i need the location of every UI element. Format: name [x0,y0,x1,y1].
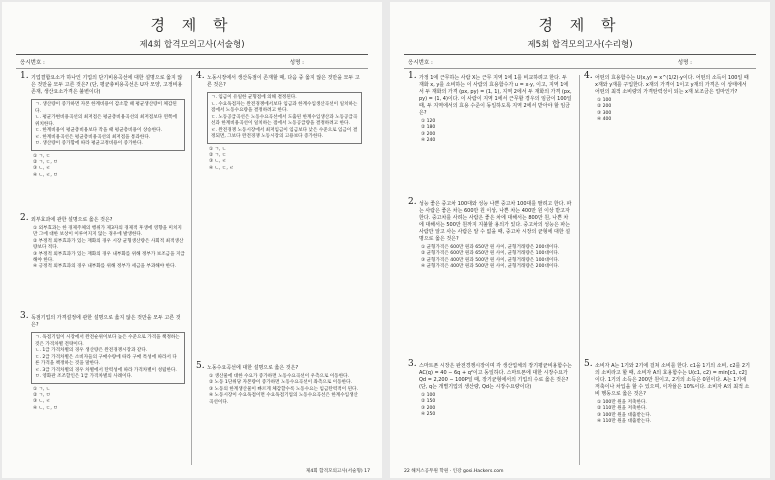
exam-meta-row [16,55,368,69]
option: ③ 노동의 한계생산물이 빠르게 체감할수록 노동수요는 임금탄력적이 된다. [209,386,358,392]
question-1 [20,71,185,179]
statement: ㄴ. 수요독점자는 완전경쟁에서보다 임금과 한계수입생산곡선이 일치하는 점에서 노동수요량을 결정하려고 한다. [211,101,358,113]
option: ③ ㄴ, ㄹ [33,166,51,172]
option: ④ 긍정적 외부효과의 경우 내부화를 위해 정부가 세금을 부과해야 한다. [33,264,176,270]
question-text: 소비자 A는 1기와 2기에 걸쳐 소비를 한다. c1을 1기의 소비, c2를 2기의 소비라고 할 때, 소비자 A의 효용함수는 U(c1, c2) = min[c1, c2]이다. 1기의 소득은 200만 원이고, 2기의 소득은 0원이다. A는 1기에 저축이나 차입을 할 수 있으며, 이자율은 10%이다. 소비자 A의 최적 소비 행동으로 옳은 것은? [595,363,750,397]
question-number: 4. [584,71,593,81]
answer-options [410,393,573,419]
statement-box [207,92,362,144]
question-text: 노동수요곡선에 대한 설명으로 옳은 것은? [207,365,299,371]
question-columns [404,71,756,465]
option: ④ 240 [421,138,436,144]
question-2 [20,213,185,271]
answer-options [198,147,362,173]
left-column [16,71,192,465]
statement: ㄱ. 생산량이 증가하면 자본 한계비용이 감소할 때 평균생산량이 체감된다. [35,102,177,114]
option: ① 100 [421,393,436,398]
question-number: 1. [408,71,417,81]
question-number: 2. [20,213,29,223]
answer-options [586,400,750,426]
right-column [580,71,756,465]
option: ③ ㄴ, ㄹ [209,159,227,165]
option: ③ 200 [421,405,436,411]
statement: ㄷ. 노동공급곡선은 노동수요곡선에서 도출된 한계수입생산과 노동공급곡선과 한계비용곡선이 일치하는 점에서 노동공급량을 결정하려고 한다. [211,114,358,126]
option: ① 균형가격은 600만 원과 650만 원 사이, 균형거래량은 200대이다. [421,245,560,250]
option: ② 부정적 외부효과가 있는 재화의 경우 시장 균형생산량은 사회적 최적생산량보다 적다. [33,238,184,251]
answer-options [586,98,750,124]
answer-options [22,387,185,413]
statement: ㅁ. 생산량이 증가함에 따라 평균고정비용이 증가한다. [35,141,143,146]
option: ② ㄱ, ㄷ [209,152,227,158]
question-text: 어떤의 효용함수는 U(x,y) = x^(1/2)·y이다. 어떤의 소득이 100일 때 x재와 y재를 구입한다. x재의 가격이 1이고 y재의 가격은 이 상태에서 어떤의 최적 소비량의 가격탄력성이 되는 x재 보조금은 얼마인가? [595,75,749,95]
left-page [2,2,382,478]
statement: ㄱ. 임금이 유일한 균형점에 의해 결정된다. [211,95,297,100]
option: ④ 110만 원을 대출받는다. [597,419,652,425]
option: ④ 250 [421,412,436,418]
option: ④ ㄴ, ㄷ, ㄹ [209,165,234,171]
statement: ㄷ. 한계비용이 평균총비용보다 작을 때 평균총비용이 상승한다. [35,128,163,133]
option: ① ㄱ, ㄴ [33,386,51,392]
question-text: 성능 좋은 중고차 100대와 성능 나쁜 중고차 100대를 팔려고 한다. 파는 사람은 좋은 차는 600만 원 이상, 나쁜 차는 400만 원 이상 받고자 한다. 중고차를 사려는 사람은 좋은 차에 대해서는 800만 원, 나쁜 차에 대해서는 500만 원까지 지불할 용의가 있다. 중고차의 성능은 파는 사람만 알고 사는 사람은 알 수 없을 때, 중고차 시장의 균형에 대한 설명으로 옳은 것은? [419,201,572,242]
option: ② 노동 1단위당 자본량이 증가하면 노동수요곡선이 좌측으로 이동한다. [209,380,352,386]
page-subtitle: 제4회 합격모의고사(서술형) [139,40,245,50]
answer-options [410,119,573,145]
statement-box [31,332,185,384]
option: ③ 100만 원을 대출받는다. [597,412,652,418]
option: ④ ㄴ, ㄷ, ㅁ [33,405,58,411]
question-5 [196,361,362,406]
question-number: 3. [408,359,417,369]
question-text: 가정 1에 근무하는 사람 X는 근무 지역 1에 1를 비교하려고 한다. 두 재화 x, y를 소비하는 이 사람의 효용함수가 u = x·y, 이고, 지역 1에서 두 재화의 가격 (px, py) = (1, 1), 지역 2에서 두 재화의 가격 (px, py) = (1, 4)이다. 이 사람이 지역 1에서 근무할 경우의 임금이 100일 때, 두 지역에서의 효용 수준이 동일하도록 지역 2에서 받아야 할 임금은? [419,75,572,116]
right-page [390,2,770,478]
option: ② 180 [421,125,436,131]
option: ④ 노동시장이 수요독점이면 수요독점기업의 노동수요곡선은 한계수입생산곡선이다. [209,393,358,405]
question-3 [20,311,185,412]
name-label: 성명 : [289,60,304,66]
statement: ㄹ. 한계비용곡선은 평균총비용곡선의 최저점을 통과한다. [35,134,151,140]
option: ③ ㄴ, ㄹ [33,399,51,405]
option: ④ 400 [597,117,612,123]
statement: ㄴ. 평균가변비용곡선의 최저점은 평균총비용곡선의 최저점보다 왼쪽에 위치한다. [35,115,177,127]
page-footer: 제4회 합격모의고사(서술형) 17 [305,469,370,474]
left-column [404,71,580,465]
option: ① 100 [597,98,612,103]
statement: ㄹ. 완전경쟁 노동시장에서 최저임금이 임금보다 낮은 수준으로 임금이 결정되면, 그보다 완전경쟁 노동시장의 고용보다 증가한다. [211,127,358,139]
page-subtitle: 제5회 합격모의고사(수리형) [527,40,633,50]
exam-number-label: 응시번호 : [20,60,45,66]
name-label: 성명 : [677,60,692,66]
question-number: 3. [20,311,29,321]
question-4 [584,71,750,124]
question-text: 독점기업의 가격설정에 관한 설명으로 옳지 않은 것만을 모두 고른 것은? [31,315,181,328]
answer-options [410,245,573,271]
question-3 [408,359,573,419]
option: ① ㄱ, ㄴ [209,146,227,152]
statement: ㄴ. 1급 가격차별의 경우 생산량은 완전경쟁시장과 같다. [35,348,148,353]
option: ② 150 [421,399,436,405]
exam-number-label: 응시번호 : [408,60,433,66]
option: ④ 균형가격은 400만 원과 500만 원 사이, 균형거래량은 200대이다. [421,264,560,270]
question-4 [196,71,362,172]
question-text: 노동시장에서 생산독점이 존재할 때, 다음 중 옳지 않은 것만을 모두 고른 것은? [207,75,360,88]
right-column [192,71,368,465]
question-columns [16,71,368,465]
answer-options [22,226,185,271]
statement: ㄷ. 2급 가격차별은 소비자들의 구매수량에 따라 구매 특성에 따라서 다른 가격을 책정하는 것을 말한다. [35,354,177,366]
option: ① 외부효과는 한 경제주체의 행위가 제3자의 경제적 후생에 영향을 미치지만 그에 대한 보상이 이루어지지 않는 경우에 발생한다. [33,226,182,238]
option: ② 200 [597,104,612,110]
question-1 [408,71,573,145]
statement-box [31,99,185,151]
option: ② 110만 원을 저축한다. [597,406,647,412]
option: ③ 200 [421,131,436,137]
statement: ㄱ. 독점기업이 시장에서 완전순위이보다 높은 수준으로 가격을 책정하는 것은 가격차별 전략이다. [35,335,180,347]
option: ③ 균형가격은 400만 원과 500만 원 사이, 균형거래량은 100대이다. [421,257,560,263]
exam-meta-row [404,55,756,69]
answer-options [198,374,362,406]
statement: ㅁ. 영화관 조조할인은 1급 가격차별의 사례이다. [35,374,133,379]
option: ② ㄱ, ㄷ, ㅁ [33,159,58,165]
question-number: 5. [196,361,205,371]
question-2 [408,197,573,271]
question-number: 2. [408,197,417,207]
page-title: 경 제 학 [150,16,234,34]
option: ① 100만 원을 저축한다. [597,400,647,405]
option: ③ 300 [597,110,612,116]
option: ① ㄱ, ㄷ [33,153,51,159]
option: ① 생산물에 대한 수요가 증가하면 노동수요곡선이 우측으로 이동한다. [209,374,350,379]
option: ① 120 [421,119,436,124]
page-title: 경 제 학 [538,16,622,34]
option: ② 균형가격은 600만 원과 650만 원 사이, 균형거래량은 100대이다. [421,251,560,257]
page-footer: 22 해커스공무원 학원 · 인강 gosi.Hackers.com [404,469,504,474]
option: ③ 부정적 외부효과가 있는 재화의 경우 내부화를 위해 정부가 보조금을 지급해야 한다. [33,251,185,264]
question-5 [584,359,750,426]
question-number: 4. [196,71,205,81]
question-number: 1. [20,71,29,81]
question-number: 5. [584,359,593,369]
option: ④ ㄴ, ㄹ, ㅁ [33,172,58,178]
question-text: 기업결합요소가 하나인 기업의 단기비용곡선에 대한 설명으로 옳지 않은 것만을 모두 고른 것은? (단, 평균총비용곡선은 U자 모양, 고정비용 존재, 생산요소가격은 불변이다) [31,75,183,95]
question-text: 스마트폰 시장은 완전경쟁시장이며 각 생산업체의 장기평균비용함수는 AC(q) = 40 − 6q + q²이고 동일하다. 스마트폰에 대한 시장수요가 Qd = 2,200 − 100P일 때, 장기균형에서의 기업의 수로 옳은 것은? (단, q는 개별기업의 생산량, Qd는 시장수요량이다) [419,363,572,390]
statement: ㄹ. 3급 가격차별의 경우 차별에서 탄력성에 따라 가격차별이 성립한다. [35,367,177,373]
question-text: 외부효과에 관한 설명으로 옳은 것은? [31,217,113,223]
option: ② ㄱ, ㅁ [33,392,51,398]
answer-options [22,154,185,180]
